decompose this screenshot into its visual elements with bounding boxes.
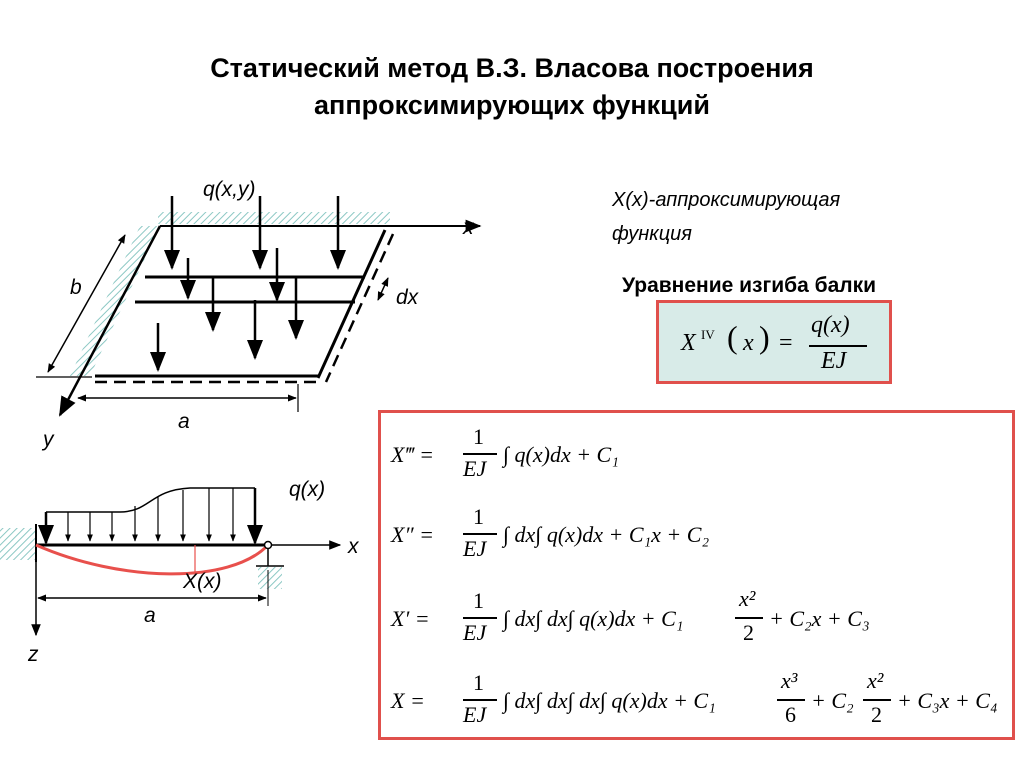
- eq4-rhs-a: ∫ dx∫ dx∫ dx∫ q(x)dx + C₁: [503, 688, 716, 713]
- eq2-ej: EJ: [463, 536, 487, 561]
- approx-function-line2: функция: [612, 223, 692, 245]
- eq3-rhs-b: + C₂x + C₃: [769, 606, 870, 631]
- beam-load-label: q(x): [289, 478, 326, 501]
- beam-equation-box: [656, 300, 892, 384]
- plate-right-dashed: [326, 234, 393, 382]
- approx-function-line1: X(x)-аппроксимирующая: [612, 189, 841, 211]
- y-axis-line: [60, 226, 160, 415]
- eq4-frac1-den: 6: [785, 702, 796, 727]
- beam-equation-heading: Уравнение изгиба балки: [622, 274, 877, 297]
- eq1-one: 1: [473, 424, 484, 449]
- beq-equals: =: [779, 330, 793, 356]
- plate-y-axis-label: y: [43, 428, 54, 451]
- eq1-ej: EJ: [463, 456, 487, 481]
- eq4-frac2-den: 2: [871, 702, 882, 727]
- integration-box: [378, 410, 1015, 740]
- eq3-frac-num: x²: [739, 586, 756, 611]
- dx-dimension: [378, 278, 388, 300]
- eq4-frac2-num: x²: [867, 668, 884, 693]
- eq1-lhs: X‴ =: [391, 442, 435, 467]
- beq-paren-close: ): [759, 319, 770, 355]
- plate-right-edge: [318, 230, 385, 378]
- beq-order: IV: [701, 327, 715, 342]
- page-title-line2: аппроксимирующих функций: [314, 90, 710, 120]
- eq2-bar: [463, 533, 497, 535]
- eq2-rhs: ∫ dx∫ q(x)dx + C₁x + C₂: [503, 522, 710, 547]
- beam-load-arrows: [68, 488, 233, 541]
- beam-a-label: a: [144, 604, 156, 627]
- plate-load-label: q(x,y): [203, 178, 256, 201]
- eq2-one: 1: [473, 504, 484, 529]
- beam-wall-hatch: [0, 528, 36, 560]
- beam-diagram: [0, 488, 340, 635]
- eq2-lhs: X″ =: [391, 522, 434, 547]
- beq-arg: x: [743, 330, 754, 356]
- beq-fraction-bar: [809, 345, 867, 347]
- eq4-rhs-b: + C₂: [811, 688, 854, 713]
- beq-denominator: EJ: [821, 348, 847, 374]
- beq-paren-open: (: [727, 319, 738, 355]
- eq1-rhs: ∫ q(x)dx + C₁: [503, 442, 619, 467]
- beq-numerator: q(x): [811, 312, 850, 338]
- eq4-one: 1: [473, 670, 484, 695]
- eq3-frac-bar: [735, 617, 763, 619]
- eq4-rhs-c: + C₃x + C₄: [897, 688, 998, 713]
- load-envelope: [46, 488, 255, 512]
- plate-b-label: b: [70, 276, 82, 299]
- beam-deflection-label: X(x): [183, 570, 222, 593]
- beam-x-axis-label: x: [348, 535, 359, 558]
- plate-x-axis-label: x: [463, 216, 474, 239]
- eq4-frac1-bar: [777, 699, 805, 701]
- eq3-lhs: X′ =: [391, 606, 430, 631]
- eq3-bar: [463, 617, 497, 619]
- page-title-line1: Статический метод В.З. Власова построения: [210, 53, 814, 83]
- top-support-hatch: [158, 212, 390, 224]
- beq-lhs: X: [681, 330, 696, 356]
- eq1-bar: [463, 453, 497, 455]
- beam-z-axis-label: z: [28, 643, 39, 666]
- deflection-curve: [36, 545, 268, 574]
- pin-support: [265, 542, 272, 549]
- eq3-ej: EJ: [463, 620, 487, 645]
- eq4-frac2-bar: [863, 699, 891, 701]
- plate-dx-label: dx: [396, 286, 419, 309]
- eq4-lhs: X =: [391, 688, 425, 713]
- eq3-frac-den: 2: [743, 620, 754, 645]
- plate-a-label: a: [178, 410, 190, 433]
- eq4-bar: [463, 699, 497, 701]
- eq3-one: 1: [473, 588, 484, 613]
- eq4-ej: EJ: [463, 702, 487, 727]
- eq3-rhs-a: ∫ dx∫ dx∫ q(x)dx + C₁: [503, 606, 684, 631]
- eq4-frac1-num: x³: [781, 668, 798, 693]
